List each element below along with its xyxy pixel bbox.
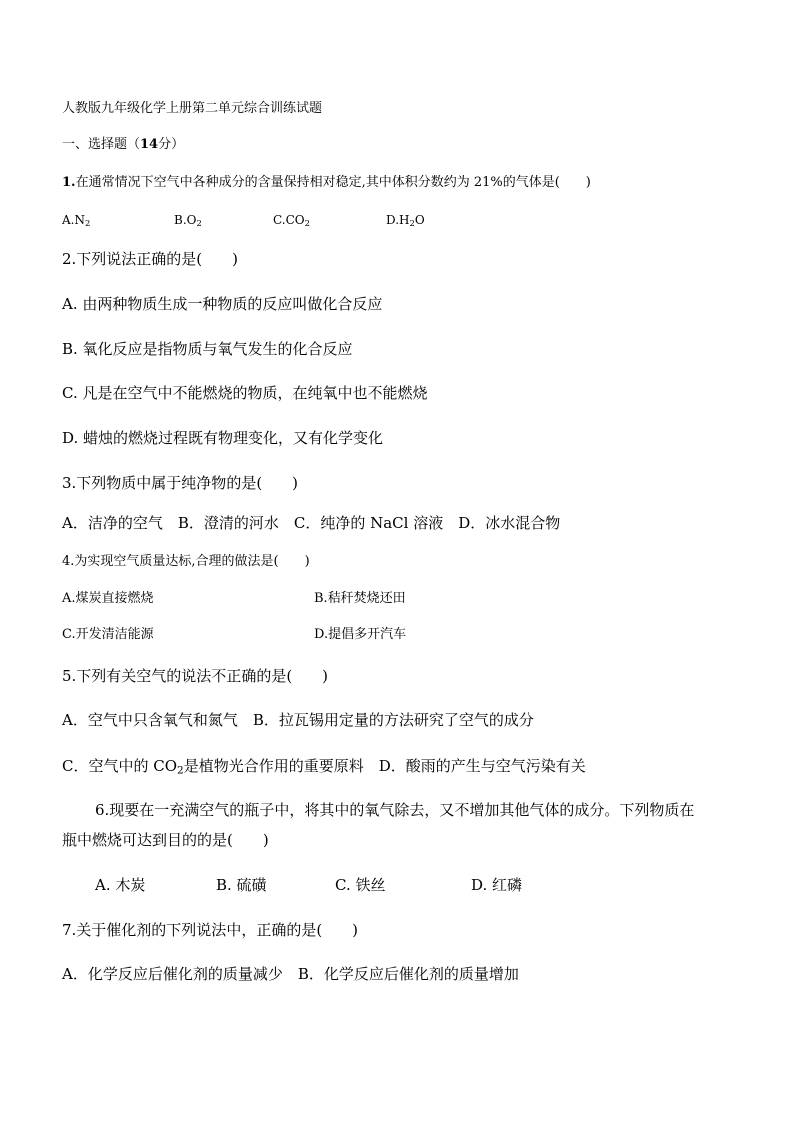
question-1-number: 1. — [62, 175, 76, 190]
q5-line-2-sub: 2 — [177, 764, 184, 777]
question-3: 3.下列物质中属于纯净物的是( ) — [62, 474, 299, 492]
q6-option-a: A. 木炭 — [95, 876, 146, 894]
q2-option-b: B. 氧化反应是指物质与氧气发生的化合反应 — [62, 340, 353, 358]
q5-options-line-2 — [62, 759, 586, 776]
q1-option-c — [273, 214, 310, 228]
document-title: 人教版九年级化学上册第二单元综合训练试题 — [62, 101, 323, 116]
question-4: 4.为实现空气质量达标,合理的做法是( ) — [62, 554, 310, 569]
q6-option-c: C. 铁丝 — [335, 876, 386, 894]
q5-options-line-1: A．空气中只含氧气和氮气 B．拉瓦锡用定量的方法研究了空气的成分 — [62, 711, 534, 729]
q5-line-2-post: 是植物光合作用的重要原料 D．酸雨的产生与空气污染有关 — [183, 757, 586, 775]
q6-option-d: D. 红磷 — [471, 876, 523, 894]
q6-option-b: B. 硫磺 — [216, 876, 267, 894]
section-heading — [62, 138, 184, 151]
q3-options: A．洁净的空气 B．澄清的河水 C．纯净的 NaCl 溶液 D．冰水混合物 — [62, 514, 561, 532]
question-1 — [62, 176, 591, 189]
q4-option-d: D.提倡多开汽车 — [314, 627, 407, 642]
q2-option-d: D. 蜡烛的燃烧过程既有物理变化，又有化学变化 — [62, 429, 384, 447]
q5-line-2-pre: C．空气中的 CO — [62, 757, 178, 775]
q1-option-b-text: B.O — [174, 213, 197, 227]
q1-option-c-sub: 2 — [304, 218, 310, 229]
question-2: 2.下列说法正确的是( ) — [62, 250, 239, 268]
q1-option-b-sub: 2 — [196, 218, 202, 229]
q1-option-b — [174, 214, 202, 228]
question-6-line-2: 瓶中燃烧可达到目的的是( ) — [62, 831, 269, 849]
q2-option-a: A. 由两种物质生成一种物质的反应叫做化合反应 — [62, 295, 383, 313]
q1-option-a — [62, 214, 90, 228]
q1-option-c-text: C.CO — [273, 213, 305, 227]
q4-option-b: B.秸秆焚烧还田 — [314, 591, 406, 606]
section-unit: 分） — [158, 137, 185, 152]
question-1-text: 在通常情况下空气中各种成分的含量保持相对稳定,其中体积分数约为 21%的气体是( ) — [75, 175, 591, 190]
question-5: 5.下列有关空气的说法不正确的是( ) — [62, 667, 329, 685]
q1-option-d-sub: 2 — [409, 218, 415, 229]
section-label: 一、选择题（ — [62, 137, 141, 152]
q1-option-d — [386, 214, 425, 228]
q1-option-d-suffix: O — [414, 213, 425, 227]
q2-option-c: C. 凡是在空气中不能燃烧的物质，在纯氧中也不能燃烧 — [62, 384, 428, 402]
q7-options: A．化学反应后催化剂的质量减少 B．化学反应后催化剂的质量增加 — [62, 965, 519, 983]
question-6-line-1: 6.现要在一充满空气的瓶子中，将其中的氧气除去，又不增加其他气体的成分。下列物质在 — [95, 801, 695, 819]
q1-option-a-sub: 2 — [84, 218, 91, 229]
q4-option-a: A.煤炭直接燃烧 — [62, 591, 154, 606]
q4-option-c: C.开发清洁能源 — [62, 627, 154, 642]
section-score: 14 — [140, 137, 159, 152]
question-7: 7.关于催化剂的下列说法中，正确的是( ) — [62, 921, 359, 939]
q1-option-a-text: A.N — [62, 213, 85, 227]
q1-option-d-text: D.H — [386, 213, 410, 227]
